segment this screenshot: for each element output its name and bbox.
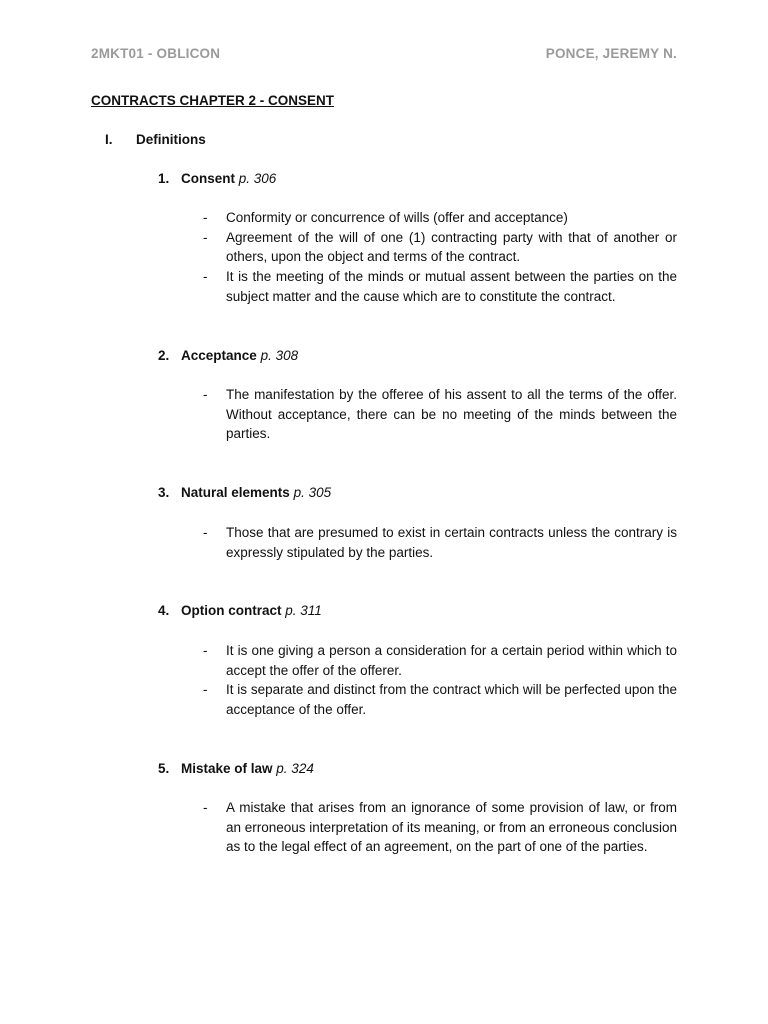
bullet-dash: -	[203, 269, 208, 285]
item-term: Natural elements	[181, 485, 290, 500]
bullet-dash: -	[203, 210, 208, 225]
definition-item-natural-elements	[158, 485, 331, 500]
bullet-dash: -	[203, 800, 208, 815]
item-term: Mistake of law	[181, 761, 273, 776]
section-heading	[105, 132, 206, 147]
definition-item-option-contract	[158, 603, 322, 618]
document-title: CONTRACTS CHAPTER 2 - CONSENT	[91, 93, 335, 108]
bullet-text: Agreement of the will of one (1) contracting party with that of another or others, upon the object and terms of the contract.	[226, 229, 677, 265]
item-number: 4.	[158, 603, 170, 618]
item-number: 2.	[158, 348, 170, 363]
bullet-list-natural-elements	[203, 523, 677, 562]
header-course: 2MKT01 - OBLICON	[91, 46, 221, 61]
bullet-text: It is the meeting of the minds or mutual assent between the parties on the subject matter and the cause which are to constitute the contract.	[226, 269, 677, 304]
item-number: 5.	[158, 761, 170, 776]
bullet-text: It is separate and distinct from the contract which will be perfected upon the acceptance of the offer.	[226, 682, 677, 718]
item-page-ref: p. 306	[238, 171, 277, 186]
bullet-dash: -	[203, 229, 208, 245]
bullet-item	[203, 523, 677, 562]
bullet-item	[203, 267, 677, 306]
bullet-item	[203, 798, 677, 857]
bullet-text: It is one giving a person a consideration for a certain period within which to accept the offer of the offerer.	[226, 643, 677, 678]
bullet-list-acceptance	[203, 385, 677, 444]
definition-item-mistake-of-law	[158, 761, 314, 776]
item-term: Acceptance	[181, 348, 257, 363]
bullet-list-consent	[203, 208, 677, 307]
item-page-ref: p. 324	[276, 761, 314, 776]
bullet-text: A mistake that arises from an ignorance of some provision of law, or from an erroneous interpretation of its meaning, or from an erroneous conclusion as to the legal effect of an agreement, on the part of one of the parties.	[226, 800, 678, 855]
header-author: PONCE, JEREMY N.	[545, 46, 677, 61]
section-number: I.	[105, 132, 113, 147]
bullet-list-option-contract	[203, 641, 677, 720]
page-header	[91, 46, 677, 61]
bullet-item	[203, 641, 677, 680]
bullet-dash: -	[203, 682, 208, 698]
bullet-item	[203, 680, 677, 719]
bullet-text: Conformity or concurrence of wills (offer and acceptance)	[226, 210, 568, 225]
section-title: Definitions	[136, 132, 206, 147]
item-term: Option contract	[181, 603, 282, 618]
definition-item-consent	[158, 171, 276, 186]
definition-item-acceptance	[158, 348, 298, 363]
item-page-ref: p. 308	[260, 348, 299, 363]
item-number: 1.	[158, 171, 170, 186]
bullet-list-mistake-of-law	[203, 798, 677, 857]
bullet-dash: -	[203, 643, 208, 658]
item-number: 3.	[158, 485, 170, 500]
bullet-item	[203, 385, 677, 444]
bullet-dash: -	[203, 387, 208, 402]
bullet-item	[203, 228, 677, 267]
item-page-ref: p. 311	[285, 603, 322, 618]
bullet-text: Those that are presumed to exist in certain contracts unless the contrary is expressly stipulated by the parties.	[226, 525, 677, 560]
item-page-ref: p. 305	[293, 485, 332, 500]
item-term: Consent	[181, 171, 235, 186]
bullet-dash: -	[203, 525, 208, 540]
bullet-item	[203, 208, 677, 228]
bullet-text: The manifestation by the offeree of his assent to all the terms of the offer. Without acceptance, there can be no meeting of the minds between the parties.	[226, 387, 677, 442]
